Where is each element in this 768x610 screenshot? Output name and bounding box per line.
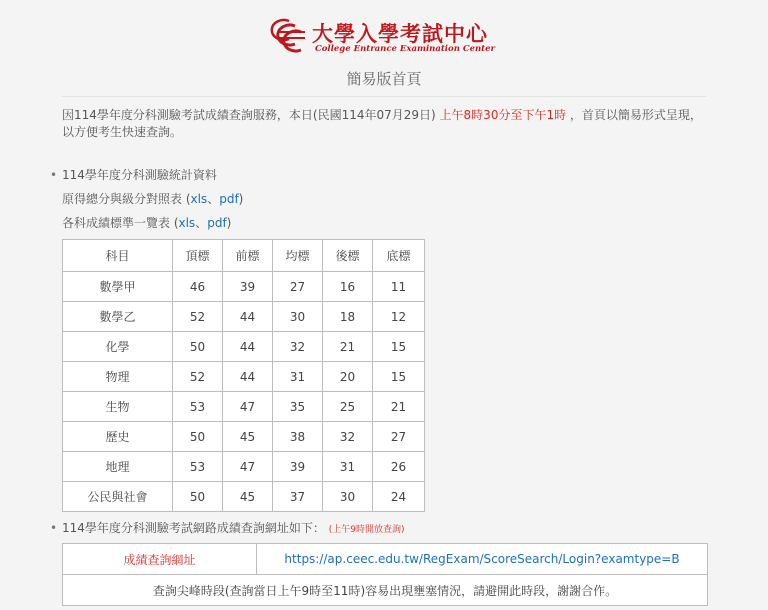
link-close-paren: ) (226, 216, 232, 230)
score-standard-links (62, 214, 231, 231)
score-cell: 37 (273, 482, 323, 512)
score-cell: 53 (173, 452, 223, 482)
link-separator: 、 (207, 192, 220, 206)
score-cell: 47 (223, 392, 273, 422)
conversion-xls-link[interactable]: xls (190, 192, 208, 206)
table-row (63, 482, 425, 512)
subject-cell: 物理 (63, 362, 173, 392)
service-notice (62, 107, 712, 141)
score-cell: 21 (323, 332, 373, 362)
score-conversion-links (62, 190, 243, 207)
header-bottom: 底標 (373, 240, 425, 272)
subject-cell: 化學 (63, 332, 173, 362)
subject-cell: 數學乙 (63, 302, 173, 332)
bullet-dot: • (50, 521, 58, 535)
subject-cell: 數學甲 (63, 272, 173, 302)
logo-english-name: College Entrance Examination Center (315, 44, 495, 54)
score-cell: 50 (173, 332, 223, 362)
conversion-pdf-link[interactable]: pdf (219, 192, 239, 206)
notice-text-2: ，首頁以簡易形式呈現，以方便考生快速查詢。 (62, 108, 702, 139)
score-cell: 47 (223, 452, 273, 482)
link-close-paren: ) (238, 192, 244, 206)
page-title: 簡易版首頁 (346, 70, 422, 88)
score-cell: 38 (273, 422, 323, 452)
score-cell: 12 (373, 302, 425, 332)
ceec-logo-icon (265, 18, 313, 58)
score-cell: 39 (273, 452, 323, 482)
notice-time-highlight: 上午8時30分至下午1時 (439, 108, 567, 122)
score-cell: 26 (373, 452, 425, 482)
score-cell: 15 (373, 362, 425, 392)
score-cell: 35 (273, 392, 323, 422)
subject-cell: 地理 (63, 452, 173, 482)
score-cell: 20 (323, 362, 373, 392)
score-cell: 32 (323, 422, 373, 452)
header-average: 均標 (273, 240, 323, 272)
table-body (63, 272, 425, 512)
score-cell: 25 (323, 392, 373, 422)
score-cell: 32 (273, 332, 323, 362)
score-cell: 15 (373, 332, 425, 362)
score-cell: 45 (223, 422, 273, 452)
link-separator: 、 (195, 216, 208, 230)
score-cell: 44 (223, 362, 273, 392)
subject-cell: 公民與社會 (63, 482, 173, 512)
score-cell: 31 (273, 362, 323, 392)
standard-xls-link[interactable]: xls (178, 216, 196, 230)
score-cell: 45 (223, 482, 273, 512)
query-open-time-note: (上午9時開放查詢) (328, 525, 405, 535)
header-subject: 科目 (63, 240, 173, 272)
query-url-row (63, 544, 708, 575)
table-row (63, 362, 425, 392)
score-cell: 44 (223, 332, 273, 362)
score-cell: 30 (323, 482, 373, 512)
table-row (63, 332, 425, 362)
table-row (63, 272, 425, 302)
score-cell: 52 (173, 302, 223, 332)
standard-pdf-link[interactable]: pdf (207, 216, 227, 230)
list-item-query (50, 519, 404, 536)
divider (62, 96, 706, 97)
score-cell: 21 (373, 392, 425, 422)
score-cell: 50 (173, 482, 223, 512)
score-cell: 27 (373, 422, 425, 452)
score-cell: 53 (173, 392, 223, 422)
list-item-statistics (50, 166, 217, 183)
score-cell: 50 (173, 422, 223, 452)
table-row (63, 452, 425, 482)
header-front: 前標 (223, 240, 273, 272)
notice-text-1: 因114學年度分科測驗考試成績查詢服務，本日(民國114年07月29日) (62, 108, 436, 122)
score-cell: 16 (323, 272, 373, 302)
score-cell: 44 (223, 302, 273, 332)
header-back: 後標 (323, 240, 373, 272)
standard-label: 各科成績標準一覽表 ( (62, 216, 179, 230)
ceec-logo[interactable] (265, 18, 495, 58)
score-cell: 27 (273, 272, 323, 302)
table-header-row (63, 240, 425, 272)
header-top: 頂標 (173, 240, 223, 272)
bullet-dot: • (50, 168, 58, 182)
logo-chinese-name: 大學入學考試中心 (312, 21, 488, 46)
table-row (63, 422, 425, 452)
peak-time-warning: 查詢尖峰時段(查詢當日上午9時至11時)容易出現壅塞情況，請避開此時段，謝謝合作。 (63, 575, 708, 606)
score-cell: 31 (323, 452, 373, 482)
score-cell: 11 (373, 272, 425, 302)
table-row (63, 302, 425, 332)
score-cell: 39 (223, 272, 273, 302)
query-heading: 114學年度分科測驗考試網路成績查詢網址如下： (62, 521, 325, 535)
subject-cell: 生物 (63, 392, 173, 422)
score-cell: 46 (173, 272, 223, 302)
query-url-link[interactable]: https://ap.ceec.edu.tw/RegExam/ScoreSearch/Login?examtype=B (257, 544, 708, 575)
subject-cell: 歷史 (63, 422, 173, 452)
score-cell: 52 (173, 362, 223, 392)
query-url-label: 成績查詢網址 (63, 544, 257, 575)
conversion-label: 原得總分與級分對照表 ( (62, 192, 191, 206)
score-cell: 18 (323, 302, 373, 332)
score-standards-table (62, 239, 425, 512)
query-url-table (62, 543, 708, 606)
query-warning-row (63, 575, 708, 606)
table-row (63, 392, 425, 422)
score-cell: 30 (273, 302, 323, 332)
score-cell: 24 (373, 482, 425, 512)
statistics-heading: 114學年度分科測驗統計資料 (62, 168, 217, 182)
